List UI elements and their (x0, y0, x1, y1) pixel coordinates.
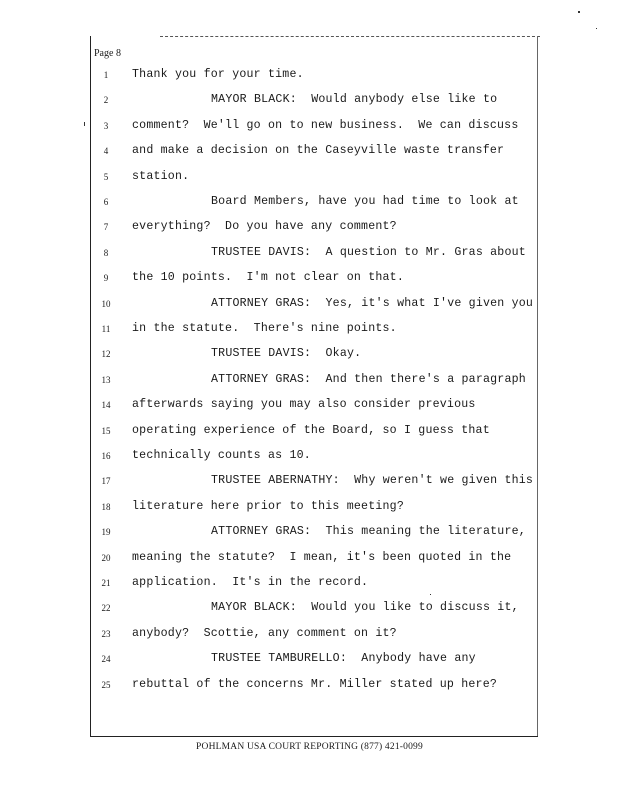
line-number: 17 (101, 476, 111, 487)
line-number: 13 (101, 374, 111, 385)
transcript-line (0, 422, 619, 440)
line-number: 16 (101, 451, 111, 461)
line-number: 2 (103, 95, 109, 106)
transcript-line (0, 498, 619, 516)
line-number: 7 (103, 222, 109, 233)
transcript-line (0, 168, 619, 186)
line-number: 22 (101, 603, 111, 614)
line-text: MAYOR BLACK: Would you like to discuss it, (211, 601, 519, 615)
line-text: in the statute. There's nine points. (132, 322, 397, 335)
transcript-line (0, 66, 619, 84)
scan-speck (430, 594, 431, 595)
line-text: Board Members, have you had time to look at (211, 195, 519, 208)
scan-speck (84, 122, 85, 126)
transcript-line (0, 599, 619, 617)
transcript-line (0, 650, 619, 668)
line-text: comment? We'll go on to new business. We can discuss (132, 118, 519, 132)
page-number: Page 8 (94, 48, 121, 59)
transcript-line (0, 472, 619, 490)
transcript-line (0, 218, 619, 236)
line-text: the 10 points. I'm not clear on that. (132, 271, 404, 285)
line-number: 20 (101, 552, 111, 563)
transcript-line (0, 523, 619, 541)
line-text: operating experience of the Board, so I guess that (132, 423, 490, 437)
line-text: afterwards saying you may also consider previous (132, 398, 476, 412)
transcript-line (0, 295, 619, 313)
transcript-line (0, 549, 619, 567)
line-text: literature here prior to this meeting? (132, 499, 404, 513)
line-number: 5 (103, 171, 109, 182)
line-number: 21 (101, 578, 111, 588)
line-number: 25 (101, 679, 111, 690)
line-text: ATTORNEY GRAS: Yes, it's what I've given you (211, 296, 534, 310)
line-text: rebuttal of the concerns Mr. Miller stated up here? (132, 677, 498, 691)
transcript-line (0, 396, 619, 414)
line-number: 1 (103, 70, 109, 80)
transcript-line (0, 142, 619, 160)
line-number: 12 (101, 349, 111, 360)
line-text: application. It's in the record. (132, 576, 369, 589)
line-text: TRUSTEE DAVIS: Okay. (211, 347, 362, 361)
transcript-line (0, 244, 619, 262)
transcript-line (0, 193, 619, 211)
line-number: 10 (101, 298, 111, 309)
line-number: 8 (103, 247, 109, 258)
transcript-line (0, 269, 619, 287)
line-text: anybody? Scottie, any comment on it? (132, 626, 397, 640)
line-text: TRUSTEE TAMBURELLO: Anybody have any (211, 652, 476, 666)
line-number: 3 (103, 120, 109, 131)
transcript-line (0, 371, 619, 389)
line-number: 11 (101, 324, 111, 334)
transcript-line (0, 117, 619, 135)
transcript-line (0, 320, 619, 338)
line-text: TRUSTEE ABERNATHY: Why weren't we given this (211, 474, 534, 488)
line-number: 18 (101, 501, 111, 512)
line-text: ATTORNEY GRAS: This meaning the literature, (211, 525, 526, 539)
line-number: 4 (103, 146, 109, 157)
line-text: TRUSTEE DAVIS: A question to Mr. Gras about (211, 245, 526, 259)
line-text: station. (132, 169, 190, 183)
line-text: technically counts as 10. (132, 449, 311, 462)
line-number: 6 (103, 197, 109, 207)
line-number: 24 (101, 654, 111, 665)
transcript-line (0, 345, 619, 363)
line-text: Thank you for your time. (132, 68, 304, 81)
footer-court-reporter: POHLMAN USA COURT REPORTING (877) 421-0099 (196, 742, 423, 752)
line-number: 9 (103, 273, 109, 284)
scan-speck (596, 28, 597, 29)
line-text: MAYOR BLACK: Would anybody else like to (211, 93, 498, 107)
line-text: ATTORNEY GRAS: And then there's a paragraph (211, 372, 526, 386)
line-number: 19 (101, 527, 111, 538)
line-text: and make a decision on the Caseyville waste transfer (132, 144, 505, 158)
line-text: meaning the statute? I mean, it's been quoted in the (132, 550, 512, 564)
line-number: 15 (101, 425, 111, 436)
line-text: everything? Do you have any comment? (132, 220, 397, 234)
line-number: 23 (101, 628, 111, 639)
scan-speck (578, 11, 580, 13)
transcript-line (0, 676, 619, 694)
transcript-line (0, 574, 619, 592)
line-number: 14 (101, 400, 111, 411)
transcript-line (0, 447, 619, 465)
transcript-line (0, 625, 619, 643)
transcript-line (0, 91, 619, 109)
